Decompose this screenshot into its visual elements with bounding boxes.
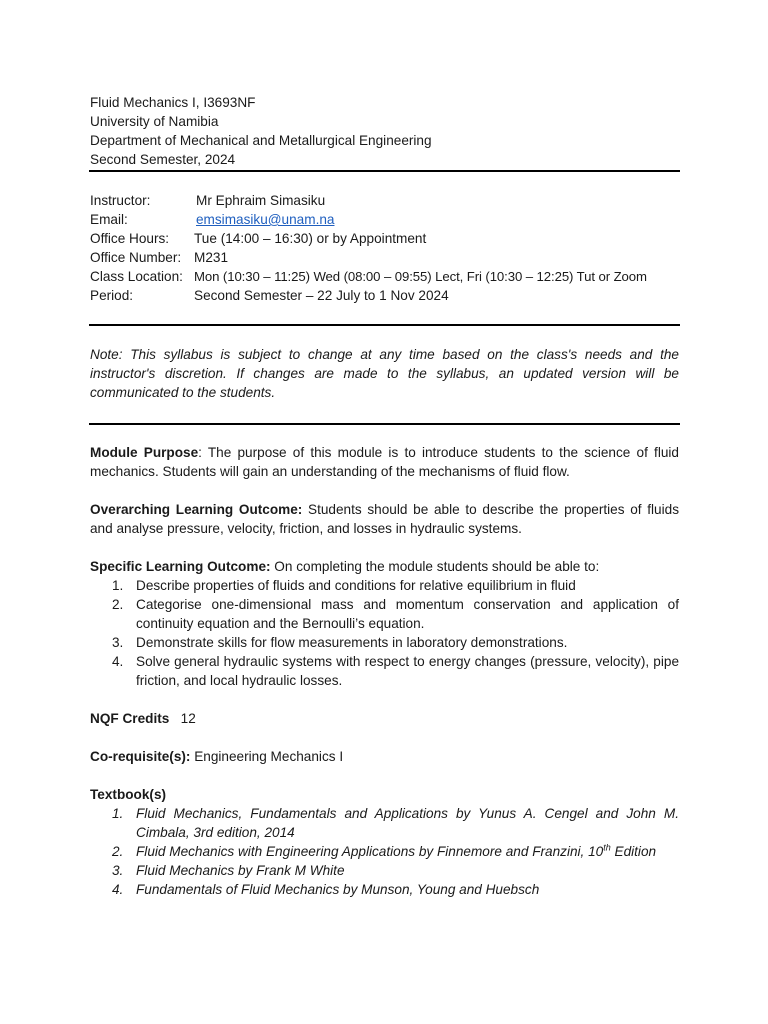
info-row-office-hours	[90, 229, 679, 248]
email-link[interactable]: emsimasiku@unam.na	[196, 212, 335, 227]
list-item	[90, 804, 679, 842]
nqf-credits	[90, 709, 679, 728]
list-number: 3.	[112, 635, 124, 650]
textbook-list	[90, 804, 679, 899]
textbook-title: Fundamentals of Fluid Mechanics by Munson, Young and Huebsch	[136, 882, 540, 897]
nqf-credits-value: 12	[180, 711, 196, 726]
info-label: Office Hours:	[90, 231, 170, 246]
course-title: Fluid Mechanics I, I3693NF	[90, 95, 256, 110]
semester: Second Semester, 2024	[90, 152, 236, 167]
module-purpose-label: Module Purpose	[90, 445, 199, 460]
info-row-class-location	[90, 267, 679, 286]
info-label: Office Number:	[90, 250, 182, 265]
specific-outcome-text: On completing the module students should be able to:	[270, 559, 600, 574]
list-number: 2.	[112, 597, 124, 612]
corequisites	[90, 747, 679, 766]
divider	[89, 324, 680, 326]
list-number: 3.	[112, 863, 124, 878]
period-value: Second Semester – 22 July to 1 Nov 2024	[194, 288, 449, 303]
syllabus-body	[90, 443, 679, 899]
specific-outcome	[90, 557, 679, 576]
list-number: 4.	[112, 882, 124, 897]
divider	[89, 423, 680, 425]
list-item	[90, 576, 679, 595]
nqf-credits-label: NQF Credits	[90, 711, 170, 726]
list-item	[90, 652, 679, 690]
list-number: 1.	[112, 806, 124, 821]
course-header	[90, 93, 679, 169]
info-row-email	[90, 210, 679, 229]
list-item	[90, 842, 679, 861]
list-item	[90, 633, 679, 652]
info-row-instructor	[90, 191, 679, 210]
info-label: Instructor:	[90, 193, 151, 208]
textbook-title: Fluid Mechanics with Engineering Applications by Finnemore and Franzini, 10	[136, 844, 604, 859]
info-row-period	[90, 286, 679, 305]
module-purpose	[90, 443, 679, 481]
university-name: University of Namibia	[90, 114, 219, 129]
info-label: Email:	[90, 212, 128, 227]
overarching-outcome	[90, 500, 679, 538]
module-purpose-text: : The purpose of this module is to introduce students to the science of fluid mechanics. Students will gain an understanding of the mechanisms of fluid flow.	[90, 445, 679, 479]
textbook-title: Fluid Mechanics by Frank M White	[136, 863, 345, 878]
textbooks-heading	[90, 785, 679, 804]
overarching-outcome-text: Students should be able to describe the properties of fluids and analyse pressure, velocity, friction, and losses in hydraulic systems.	[90, 502, 679, 536]
office-hours-value: Tue (14:00 – 16:30) or by Appointment	[194, 231, 427, 246]
class-location-value: Mon (10:30 – 11:25) Wed (08:00 – 09:55) Lect, Fri (10:30 – 12:25) Tut or Zoom	[194, 269, 647, 284]
list-number: 4.	[112, 654, 124, 669]
textbook-title: Fluid Mechanics, Fundamentals and Applications by Yunus A. Cengel and John M. Cimbala, 3rd edition, 2014	[136, 806, 679, 840]
info-label: Class Location:	[90, 269, 183, 284]
list-item	[90, 595, 679, 633]
list-item-text: Demonstrate skills for flow measurements in laboratory demonstrations.	[136, 635, 568, 650]
instructor-info	[90, 191, 679, 305]
list-item	[90, 861, 679, 880]
department-name: Department of Mechanical and Metallurgical Engineering	[90, 133, 432, 148]
list-item	[90, 880, 679, 899]
divider	[89, 170, 680, 172]
corequisites-label: Co-requisite(s):	[90, 749, 191, 764]
outcome-list	[90, 576, 679, 690]
office-number-value: M231	[194, 250, 229, 265]
list-item-text: Solve general hydraulic systems with respect to energy changes (pressure, velocity), pipe friction, and local hydraulic losses.	[136, 654, 679, 688]
specific-outcome-label: Specific Learning Outcome:	[90, 559, 271, 574]
syllabus-note: Note: This syllabus is subject to change at any time based on the class's needs and the instructor's discretion. If changes are made to the syllabus, an updated version will be communicated to the students.	[90, 347, 679, 400]
info-label: Period:	[90, 288, 134, 303]
textbooks-label: Textbook(s)	[90, 787, 167, 802]
instructor-name: Mr Ephraim Simasiku	[196, 193, 326, 208]
textbook-edition: Edition	[610, 844, 657, 859]
list-number: 2.	[112, 844, 124, 859]
corequisites-value: Engineering Mechanics I	[190, 749, 344, 764]
list-item-text: Categorise one-dimensional mass and momentum conservation and application of continuity equation and the Bernoulli’s equation.	[136, 597, 679, 631]
overarching-outcome-label: Overarching Learning Outcome:	[90, 502, 303, 517]
list-number: 1.	[112, 578, 124, 593]
list-item-text: Describe properties of fluids and conditions for relative equilibrium in fluid	[136, 578, 576, 593]
info-row-office-number	[90, 248, 679, 267]
superscript: th	[603, 842, 611, 853]
